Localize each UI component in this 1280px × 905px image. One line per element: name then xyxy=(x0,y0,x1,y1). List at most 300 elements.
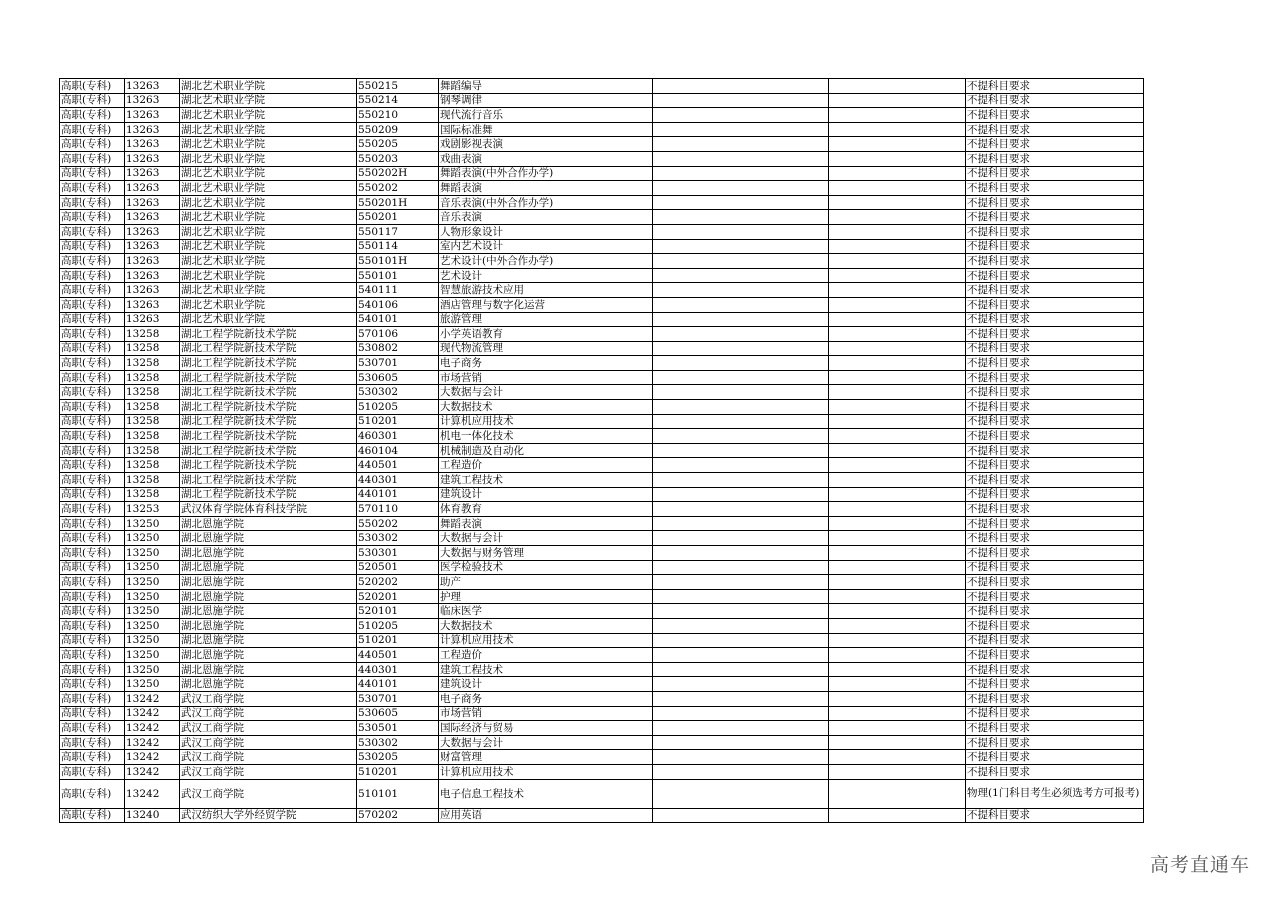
major-code-cell: 520501 xyxy=(357,560,439,575)
school-name-cell: 湖北工程学院新技术学院 xyxy=(180,370,357,385)
level-cell: 高职(专科) xyxy=(60,356,125,371)
major-name-cell: 建筑工程技术 xyxy=(439,662,653,677)
school-name-cell: 湖北工程学院新技术学院 xyxy=(180,356,357,371)
level-cell: 高职(专科) xyxy=(60,297,125,312)
major-name-cell: 钢琴调律 xyxy=(439,93,653,108)
level-cell: 高职(专科) xyxy=(60,414,125,429)
level-cell: 高职(专科) xyxy=(60,210,125,225)
admission-requirements-table xyxy=(59,78,1144,823)
empty-cell xyxy=(829,691,966,706)
major-code-cell: 510205 xyxy=(357,400,439,415)
empty-cell xyxy=(829,79,966,94)
subject-requirement-cell: 不提科目要求 xyxy=(966,546,1144,561)
major-code-cell: 520201 xyxy=(357,589,439,604)
subject-requirement-cell: 不提科目要求 xyxy=(966,370,1144,385)
major-code-cell: 460104 xyxy=(357,443,439,458)
empty-cell xyxy=(653,239,829,254)
major-name-cell: 建筑设计 xyxy=(439,677,653,692)
table-row xyxy=(60,356,1144,371)
major-code-cell: 550201 xyxy=(357,210,439,225)
empty-cell xyxy=(653,79,829,94)
major-name-cell: 大数据与会计 xyxy=(439,531,653,546)
major-code-cell: 550202H xyxy=(357,166,439,181)
major-name-cell: 戏剧影视表演 xyxy=(439,137,653,152)
empty-cell xyxy=(653,122,829,137)
empty-cell xyxy=(653,327,829,342)
empty-cell xyxy=(829,618,966,633)
subject-requirement-cell: 不提科目要求 xyxy=(966,473,1144,488)
table-row xyxy=(60,239,1144,254)
empty-cell xyxy=(829,151,966,166)
major-code-cell: 530802 xyxy=(357,341,439,356)
level-cell: 高职(专科) xyxy=(60,166,125,181)
school-name-cell: 湖北恩施学院 xyxy=(180,677,357,692)
school-code-cell: 13242 xyxy=(125,721,180,736)
school-code-cell: 13263 xyxy=(125,268,180,283)
subject-requirement-cell: 不提科目要求 xyxy=(966,458,1144,473)
major-name-cell: 酒店管理与数字化运营 xyxy=(439,297,653,312)
empty-cell xyxy=(653,254,829,269)
empty-cell xyxy=(829,93,966,108)
school-name-cell: 湖北恩施学院 xyxy=(180,589,357,604)
major-name-cell: 大数据与会计 xyxy=(439,735,653,750)
subject-requirement-cell: 不提科目要求 xyxy=(966,531,1144,546)
table-row xyxy=(60,721,1144,736)
table-row xyxy=(60,137,1144,152)
major-code-cell: 440101 xyxy=(357,487,439,502)
level-cell: 高职(专科) xyxy=(60,443,125,458)
major-name-cell: 医学检验技术 xyxy=(439,560,653,575)
table-row xyxy=(60,706,1144,721)
major-code-cell: 530605 xyxy=(357,706,439,721)
level-cell: 高职(专科) xyxy=(60,429,125,444)
major-name-cell: 计算机应用技术 xyxy=(439,633,653,648)
major-code-cell: 550202 xyxy=(357,516,439,531)
school-code-cell: 13263 xyxy=(125,108,180,123)
school-code-cell: 13240 xyxy=(125,808,180,823)
school-code-cell: 13263 xyxy=(125,312,180,327)
level-cell: 高职(专科) xyxy=(60,370,125,385)
major-name-cell: 机械制造及自动化 xyxy=(439,443,653,458)
table-row xyxy=(60,429,1144,444)
level-cell: 高职(专科) xyxy=(60,633,125,648)
major-name-cell: 应用英语 xyxy=(439,808,653,823)
major-name-cell: 音乐表演 xyxy=(439,210,653,225)
major-name-cell: 室内艺术设计 xyxy=(439,239,653,254)
table-row xyxy=(60,443,1144,458)
subject-requirement-cell: 不提科目要求 xyxy=(966,706,1144,721)
subject-requirement-cell: 不提科目要求 xyxy=(966,166,1144,181)
empty-cell xyxy=(653,443,829,458)
school-name-cell: 湖北工程学院新技术学院 xyxy=(180,487,357,502)
major-name-cell: 市场营销 xyxy=(439,706,653,721)
subject-requirement-cell: 不提科目要求 xyxy=(966,224,1144,239)
school-code-cell: 13258 xyxy=(125,400,180,415)
school-name-cell: 湖北艺术职业学院 xyxy=(180,195,357,210)
major-code-cell: 540111 xyxy=(357,283,439,298)
school-code-cell: 13250 xyxy=(125,560,180,575)
school-code-cell: 13258 xyxy=(125,429,180,444)
empty-cell xyxy=(653,750,829,765)
empty-cell xyxy=(829,516,966,531)
major-name-cell: 舞蹈编导 xyxy=(439,79,653,94)
empty-cell xyxy=(653,735,829,750)
level-cell: 高职(专科) xyxy=(60,808,125,823)
empty-cell xyxy=(653,429,829,444)
empty-cell xyxy=(653,677,829,692)
school-name-cell: 湖北艺术职业学院 xyxy=(180,137,357,152)
level-cell: 高职(专科) xyxy=(60,575,125,590)
major-code-cell: 540106 xyxy=(357,297,439,312)
table-row xyxy=(60,93,1144,108)
school-code-cell: 13242 xyxy=(125,764,180,779)
empty-cell xyxy=(829,604,966,619)
table-row xyxy=(60,516,1144,531)
subject-requirement-cell: 不提科目要求 xyxy=(966,400,1144,415)
empty-cell xyxy=(829,473,966,488)
level-cell: 高职(专科) xyxy=(60,604,125,619)
level-cell: 高职(专科) xyxy=(60,677,125,692)
table-row xyxy=(60,181,1144,196)
empty-cell xyxy=(653,224,829,239)
school-name-cell: 武汉纺织大学外经贸学院 xyxy=(180,808,357,823)
table-row xyxy=(60,764,1144,779)
level-cell: 高职(专科) xyxy=(60,662,125,677)
major-code-cell: 440301 xyxy=(357,473,439,488)
level-cell: 高职(专科) xyxy=(60,268,125,283)
level-cell: 高职(专科) xyxy=(60,706,125,721)
level-cell: 高职(专科) xyxy=(60,691,125,706)
school-code-cell: 13258 xyxy=(125,370,180,385)
table-row xyxy=(60,487,1144,502)
subject-requirement-cell: 不提科目要求 xyxy=(966,677,1144,692)
empty-cell xyxy=(653,195,829,210)
school-code-cell: 13250 xyxy=(125,677,180,692)
table-row xyxy=(60,546,1144,561)
level-cell: 高职(专科) xyxy=(60,327,125,342)
major-name-cell: 小学英语教育 xyxy=(439,327,653,342)
empty-cell xyxy=(653,764,829,779)
subject-requirement-cell: 不提科目要求 xyxy=(966,487,1144,502)
empty-cell xyxy=(653,502,829,517)
school-name-cell: 湖北工程学院新技术学院 xyxy=(180,400,357,415)
table-row xyxy=(60,297,1144,312)
empty-cell xyxy=(829,210,966,225)
empty-cell xyxy=(829,166,966,181)
empty-cell xyxy=(653,297,829,312)
table-row xyxy=(60,400,1144,415)
subject-requirement-cell: 不提科目要求 xyxy=(966,764,1144,779)
school-name-cell: 湖北艺术职业学院 xyxy=(180,268,357,283)
major-name-cell: 电子信息工程技术 xyxy=(439,779,653,808)
school-code-cell: 13258 xyxy=(125,487,180,502)
major-code-cell: 550215 xyxy=(357,79,439,94)
major-code-cell: 510201 xyxy=(357,764,439,779)
major-name-cell: 国际标准舞 xyxy=(439,122,653,137)
school-code-cell: 13263 xyxy=(125,283,180,298)
empty-cell xyxy=(653,662,829,677)
subject-requirement-cell: 不提科目要求 xyxy=(966,181,1144,196)
major-code-cell: 530302 xyxy=(357,735,439,750)
empty-cell xyxy=(829,356,966,371)
major-code-cell: 550101H xyxy=(357,254,439,269)
empty-cell xyxy=(653,312,829,327)
level-cell: 高职(专科) xyxy=(60,239,125,254)
empty-cell xyxy=(653,560,829,575)
empty-cell xyxy=(829,268,966,283)
level-cell: 高职(专科) xyxy=(60,487,125,502)
empty-cell xyxy=(653,370,829,385)
table-row xyxy=(60,589,1144,604)
school-name-cell: 湖北艺术职业学院 xyxy=(180,79,357,94)
school-code-cell: 13242 xyxy=(125,735,180,750)
school-name-cell: 湖北艺术职业学院 xyxy=(180,283,357,298)
table-row xyxy=(60,224,1144,239)
school-code-cell: 13263 xyxy=(125,79,180,94)
school-name-cell: 湖北工程学院新技术学院 xyxy=(180,341,357,356)
school-code-cell: 13263 xyxy=(125,239,180,254)
level-cell: 高职(专科) xyxy=(60,254,125,269)
subject-requirement-cell: 不提科目要求 xyxy=(966,79,1144,94)
major-name-cell: 大数据与会计 xyxy=(439,385,653,400)
empty-cell xyxy=(829,706,966,721)
empty-cell xyxy=(829,648,966,663)
subject-requirement-cell: 不提科目要求 xyxy=(966,648,1144,663)
level-cell: 高职(专科) xyxy=(60,618,125,633)
empty-cell xyxy=(653,210,829,225)
school-name-cell: 湖北艺术职业学院 xyxy=(180,93,357,108)
empty-cell xyxy=(653,341,829,356)
empty-cell xyxy=(829,502,966,517)
major-code-cell: 510201 xyxy=(357,633,439,648)
empty-cell xyxy=(653,356,829,371)
major-code-cell: 530205 xyxy=(357,750,439,765)
school-code-cell: 13263 xyxy=(125,195,180,210)
empty-cell xyxy=(829,195,966,210)
empty-cell xyxy=(653,166,829,181)
school-name-cell: 湖北工程学院新技术学院 xyxy=(180,473,357,488)
subject-requirement-cell: 物理(1门科目考生必须选考方可报考) xyxy=(966,779,1144,808)
subject-requirement-cell: 不提科目要求 xyxy=(966,721,1144,736)
table-row xyxy=(60,779,1144,808)
level-cell: 高职(专科) xyxy=(60,516,125,531)
table-row xyxy=(60,283,1144,298)
subject-requirement-cell: 不提科目要求 xyxy=(966,604,1144,619)
empty-cell xyxy=(653,458,829,473)
major-code-cell: 520101 xyxy=(357,604,439,619)
school-name-cell: 湖北艺术职业学院 xyxy=(180,166,357,181)
subject-requirement-cell: 不提科目要求 xyxy=(966,575,1144,590)
level-cell: 高职(专科) xyxy=(60,224,125,239)
subject-requirement-cell: 不提科目要求 xyxy=(966,443,1144,458)
major-code-cell: 510205 xyxy=(357,618,439,633)
school-name-cell: 武汉工商学院 xyxy=(180,779,357,808)
major-code-cell: 440501 xyxy=(357,648,439,663)
major-name-cell: 艺术设计 xyxy=(439,268,653,283)
empty-cell xyxy=(653,400,829,415)
empty-cell xyxy=(653,268,829,283)
school-name-cell: 湖北艺术职业学院 xyxy=(180,210,357,225)
table-row xyxy=(60,312,1144,327)
major-name-cell: 电子商务 xyxy=(439,691,653,706)
empty-cell xyxy=(653,283,829,298)
subject-requirement-cell: 不提科目要求 xyxy=(966,239,1144,254)
empty-cell xyxy=(829,750,966,765)
level-cell: 高职(专科) xyxy=(60,750,125,765)
empty-cell xyxy=(829,283,966,298)
subject-requirement-cell: 不提科目要求 xyxy=(966,618,1144,633)
table-row xyxy=(60,735,1144,750)
empty-cell xyxy=(829,122,966,137)
subject-requirement-cell: 不提科目要求 xyxy=(966,414,1144,429)
school-code-cell: 13258 xyxy=(125,458,180,473)
major-code-cell: 570202 xyxy=(357,808,439,823)
empty-cell xyxy=(829,400,966,415)
school-code-cell: 13258 xyxy=(125,356,180,371)
school-name-cell: 武汉工商学院 xyxy=(180,735,357,750)
level-cell: 高职(专科) xyxy=(60,79,125,94)
school-code-cell: 13258 xyxy=(125,341,180,356)
school-name-cell: 湖北工程学院新技术学院 xyxy=(180,385,357,400)
empty-cell xyxy=(653,633,829,648)
table-row xyxy=(60,677,1144,692)
school-name-cell: 湖北艺术职业学院 xyxy=(180,122,357,137)
major-code-cell: 550214 xyxy=(357,93,439,108)
major-code-cell: 530501 xyxy=(357,721,439,736)
table-row xyxy=(60,808,1144,823)
school-name-cell: 湖北恩施学院 xyxy=(180,575,357,590)
major-code-cell: 570106 xyxy=(357,327,439,342)
table-body xyxy=(60,79,1144,823)
level-cell: 高职(专科) xyxy=(60,458,125,473)
school-code-cell: 13250 xyxy=(125,662,180,677)
table-row xyxy=(60,662,1144,677)
subject-requirement-cell: 不提科目要求 xyxy=(966,589,1144,604)
school-name-cell: 湖北工程学院新技术学院 xyxy=(180,429,357,444)
watermark-text: 高考直通车 xyxy=(1149,854,1250,876)
major-code-cell: 550209 xyxy=(357,122,439,137)
subject-requirement-cell: 不提科目要求 xyxy=(966,808,1144,823)
empty-cell xyxy=(653,618,829,633)
school-name-cell: 湖北艺术职业学院 xyxy=(180,254,357,269)
table-row xyxy=(60,618,1144,633)
school-code-cell: 13263 xyxy=(125,224,180,239)
subject-requirement-cell: 不提科目要求 xyxy=(966,341,1144,356)
school-name-cell: 湖北艺术职业学院 xyxy=(180,239,357,254)
major-code-cell: 440301 xyxy=(357,662,439,677)
empty-cell xyxy=(829,181,966,196)
empty-cell xyxy=(829,254,966,269)
empty-cell xyxy=(829,764,966,779)
table-row xyxy=(60,458,1144,473)
table-row xyxy=(60,122,1144,137)
subject-requirement-cell: 不提科目要求 xyxy=(966,750,1144,765)
major-name-cell: 舞蹈表演(中外合作办学) xyxy=(439,166,653,181)
school-name-cell: 湖北恩施学院 xyxy=(180,604,357,619)
school-code-cell: 13250 xyxy=(125,516,180,531)
empty-cell xyxy=(829,108,966,123)
level-cell: 高职(专科) xyxy=(60,531,125,546)
empty-cell xyxy=(829,546,966,561)
empty-cell xyxy=(653,516,829,531)
school-code-cell: 13263 xyxy=(125,137,180,152)
major-name-cell: 工程造价 xyxy=(439,458,653,473)
empty-cell xyxy=(653,137,829,152)
empty-cell xyxy=(653,151,829,166)
empty-cell xyxy=(829,662,966,677)
school-code-cell: 13250 xyxy=(125,575,180,590)
school-code-cell: 13258 xyxy=(125,443,180,458)
major-name-cell: 护理 xyxy=(439,589,653,604)
subject-requirement-cell: 不提科目要求 xyxy=(966,268,1144,283)
school-name-cell: 武汉工商学院 xyxy=(180,721,357,736)
major-code-cell: 570110 xyxy=(357,502,439,517)
table-row xyxy=(60,370,1144,385)
school-name-cell: 湖北艺术职业学院 xyxy=(180,181,357,196)
major-name-cell: 智慧旅游技术应用 xyxy=(439,283,653,298)
major-name-cell: 现代物流管理 xyxy=(439,341,653,356)
major-code-cell: 550201H xyxy=(357,195,439,210)
school-name-cell: 湖北工程学院新技术学院 xyxy=(180,443,357,458)
major-code-cell: 550203 xyxy=(357,151,439,166)
subject-requirement-cell: 不提科目要求 xyxy=(966,312,1144,327)
table-row xyxy=(60,604,1144,619)
empty-cell xyxy=(829,327,966,342)
major-code-cell: 520202 xyxy=(357,575,439,590)
level-cell: 高职(专科) xyxy=(60,181,125,196)
major-name-cell: 计算机应用技术 xyxy=(439,414,653,429)
school-name-cell: 湖北恩施学院 xyxy=(180,662,357,677)
major-code-cell: 530701 xyxy=(357,356,439,371)
empty-cell xyxy=(829,721,966,736)
major-code-cell: 440101 xyxy=(357,677,439,692)
level-cell: 高职(专科) xyxy=(60,764,125,779)
subject-requirement-cell: 不提科目要求 xyxy=(966,283,1144,298)
major-code-cell: 530701 xyxy=(357,691,439,706)
major-name-cell: 机电一体化技术 xyxy=(439,429,653,444)
level-cell: 高职(专科) xyxy=(60,473,125,488)
empty-cell xyxy=(829,239,966,254)
table-row xyxy=(60,108,1144,123)
empty-cell xyxy=(653,546,829,561)
major-code-cell: 510201 xyxy=(357,414,439,429)
level-cell: 高职(专科) xyxy=(60,779,125,808)
subject-requirement-cell: 不提科目要求 xyxy=(966,122,1144,137)
level-cell: 高职(专科) xyxy=(60,589,125,604)
school-code-cell: 13263 xyxy=(125,210,180,225)
school-name-cell: 湖北艺术职业学院 xyxy=(180,108,357,123)
empty-cell xyxy=(653,589,829,604)
table-row xyxy=(60,210,1144,225)
major-name-cell: 助产 xyxy=(439,575,653,590)
empty-cell xyxy=(829,487,966,502)
school-code-cell: 13253 xyxy=(125,502,180,517)
school-name-cell: 湖北恩施学院 xyxy=(180,531,357,546)
major-name-cell: 现代流行音乐 xyxy=(439,108,653,123)
major-name-cell: 工程造价 xyxy=(439,648,653,663)
major-code-cell: 460301 xyxy=(357,429,439,444)
subject-requirement-cell: 不提科目要求 xyxy=(966,195,1144,210)
empty-cell xyxy=(653,808,829,823)
school-code-cell: 13242 xyxy=(125,750,180,765)
major-name-cell: 体育教育 xyxy=(439,502,653,517)
subject-requirement-cell: 不提科目要求 xyxy=(966,327,1144,342)
level-cell: 高职(专科) xyxy=(60,151,125,166)
empty-cell xyxy=(653,779,829,808)
empty-cell xyxy=(829,414,966,429)
subject-requirement-cell: 不提科目要求 xyxy=(966,691,1144,706)
subject-requirement-cell: 不提科目要求 xyxy=(966,516,1144,531)
